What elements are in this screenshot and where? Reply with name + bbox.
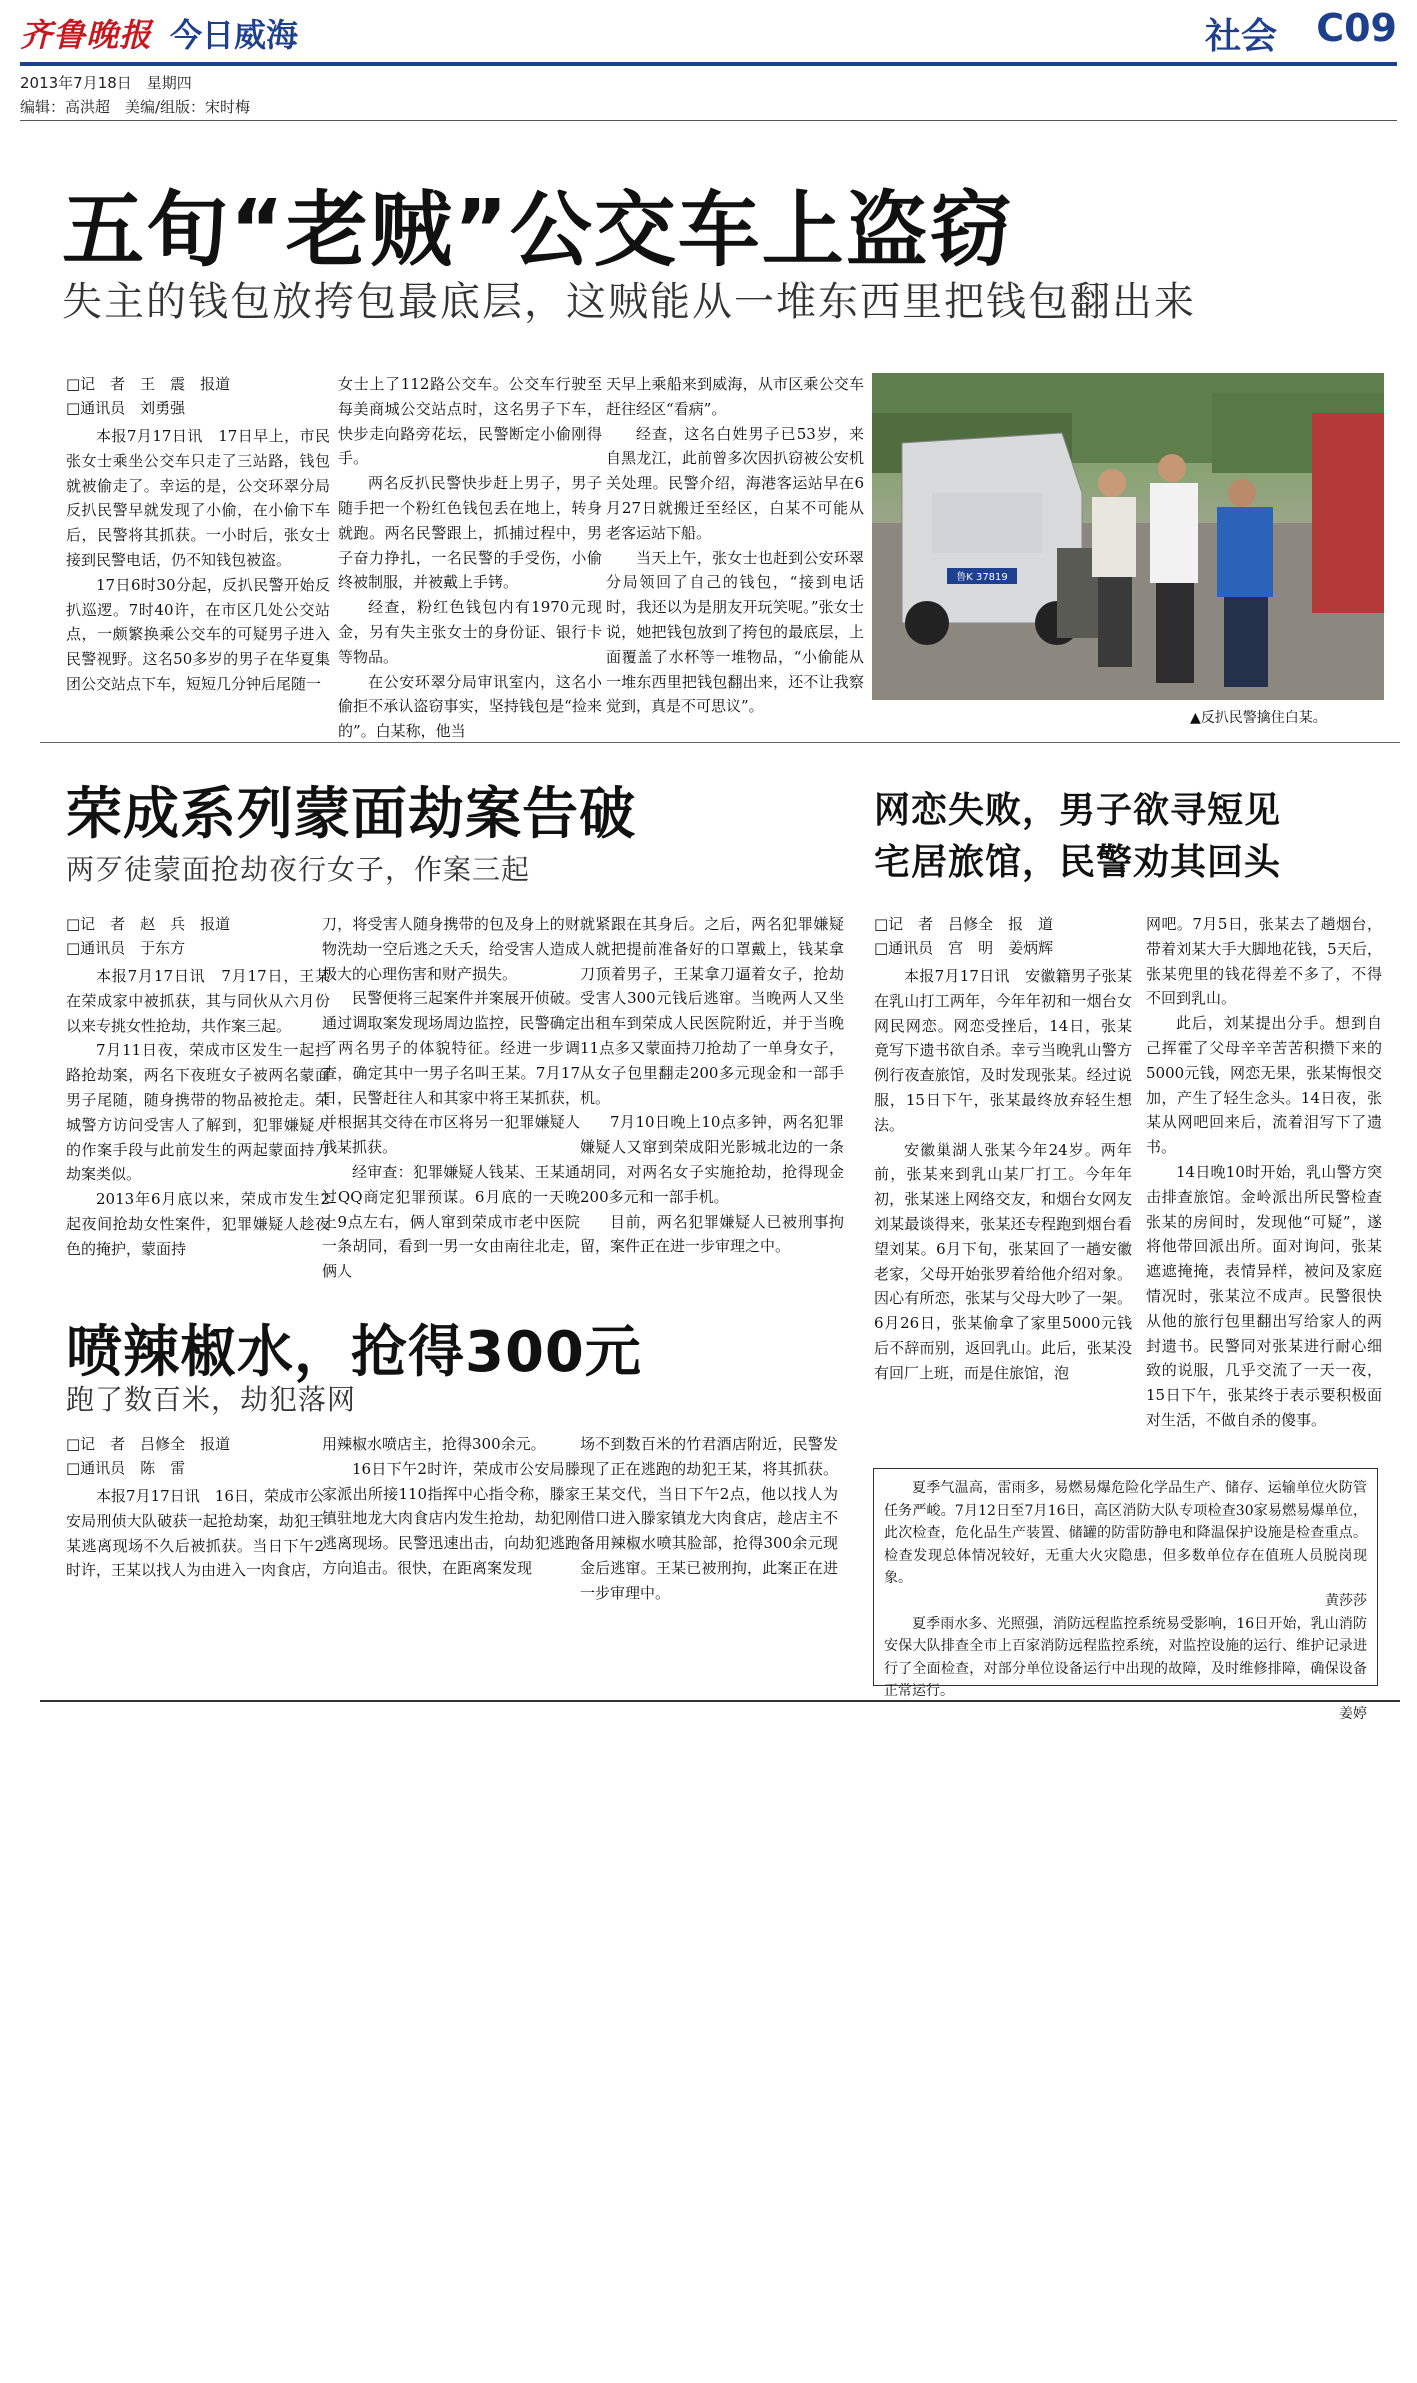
story1-column-1 [66,424,330,714]
section-name: 社会 [1204,16,1277,57]
paragraph: 经查，粉红色钱包内有1970元现金，另有失主张女士的身份证、银行卡等物品。 [338,598,602,666]
story2-headline: 荣成系列蒙面劫案告破 [66,782,636,847]
page-number: C09 [1316,6,1397,50]
story4-headline: 喷辣椒水，抢得300元 [66,1320,642,1385]
paragraph: 天早上乘船来到威海，从市区乘公交车赶往经区“看病”。 [606,375,864,418]
story1-column-2 [338,372,602,741]
paragraph: 7月11日夜，荣成市区发生一起拦路抢劫案，两名下夜班女子被两名蒙面男子尾随，随身携带的物品被抢走。荣城警方访问受害人了解到，犯罪嫌疑人的作案手段与此前发生的两起蒙面持刀劫案类似。 [66,1041,330,1184]
story4-column-1 [66,1484,324,1694]
story4-byline [66,1432,230,1480]
story1-column-3 [606,372,864,714]
byline-reporter: □记 者 吕修全 报 道 [874,915,1054,933]
story3-byline [874,912,1053,960]
story4-column-2 [322,1432,580,1694]
brief-signature: 姜婷 [1339,1705,1367,1722]
paragraph: 经审查：犯罪嫌疑人钱某、王某通过QQ商定犯罪预谋。6月底的一天晚上9点左右，俩人窜到荣成市老中医院一条胡同，看到一男一女由南往北走，俩人 [322,1162,580,1281]
paragraph: 两名反扒民警快步赶上男子，男子随手把一个粉红色钱包丢在地上，转身就跑。两名民警跟上，抓捕过程中，男子奋力挣扎，一名民警的手受伤，小偷终被制服，并被戴上手铐。 [338,474,602,592]
story3-column-2 [1146,912,1382,1454]
paragraph: 在公安环翠分局审讯室内，这名小偷拒不承认盗窃事实，坚持钱包是“捡来的”。白某称，他当 [338,672,602,741]
license-plate: 鲁K 37819 [956,572,1008,583]
paragraph: 2013年6月底以来，荣成市发生2起夜间抢劫女性案件，犯罪嫌疑人趁夜色的掩护，蒙面持 [66,1190,330,1258]
story2-column-3 [580,912,844,1304]
brief-signature: 黄莎莎 [1325,1592,1367,1609]
paragraph: 网吧。7月5日，张某去了趟烟台，带着刘某大手大脚地花钱，5天后，张某兜里的钱花得差不多了，不得不回到乳山。 [1146,915,1382,1008]
byline-correspondent: □通讯员 陈 雷 [66,1459,186,1477]
story2-column-2 [322,912,580,1304]
paragraph: 民警便将三起案件并案展开侦破。通过调取案发现场周边监控，民警确定了两名男子的体貌特征。经进一步调查，确定其中一男子名叫王某。7月17日，民警赶往人和其家中将王某抓获，并根据其交待在市区将另一犯罪嫌疑人钱某抓获。 [322,989,580,1157]
story4-subhead: 跑了数百米，劫犯落网 [66,1383,357,1416]
paragraph: 用辣椒水喷店主，抢得300余元。 [322,1435,546,1453]
brief-paragraph: 夏季气温高，雷雨多，易燃易爆危险化学品生产、储存、运输单位火防管任务严峻。7月12日至7月16日，高区消防大队专项检查30家易燃易爆单位，此次检查，危化品生产装置、储罐的防雷防静电和降温保护设施是检查重点。检查发现总体情况较好，无重大火灾隐患，但多数单位存在值班人员脱岗现象。 [884,1480,1367,1587]
paragraph: 本报7月17日讯 安徽籍男子张某在乳山打工两年，今年年初和一烟台女网民网恋。网恋受挫后，14日，张某竟写下遗书欲自杀。幸亏当晚乳山警方例行夜查旅馆，及时发现张某。经过说服，15日下午，张某最终放弃轻生想法。 [874,967,1132,1134]
paragraph: 17日6时30分起，反扒民警开始反扒巡逻。7时40许，在市区几处公交站点，一颇繁换乘公交车的可疑男子进入民警视野。这名50多岁的男子在华夏集团公交站点下车，短短几分钟后尾随一 [66,575,330,693]
paragraph: 本报7月17日讯 7月17日，王某在荣成家中被抓获，其与同伙从六月份以来专挑女性抢劫，共作案三起。 [66,967,330,1035]
photo-illustration [872,373,1384,700]
byline-reporter: □记 者 王 震 报道 [66,375,231,393]
byline-correspondent: □通讯员 宫 明 姜炳辉 [874,939,1054,957]
editor-credits: 编辑：高洪超 美编/组版：宋时梅 [20,98,251,116]
story2-subhead: 两歹徒蒙面抢劫夜行女子，作案三起 [66,853,531,886]
paragraph: 经查，这名白姓男子已53岁，来自黑龙江，此前曾多次因扒窃被公安机关处理。民警介绍，海港客运站早在6月27日就搬迁至经区，白某不可能从老客运站下船。 [606,424,864,542]
story1-headline: 五旬“老贼”公交车上盗窃 [62,183,1014,278]
paragraph: 当天上午，张女士也赶到公安环翠分局领回了自己的钱包，“接到电话时，我还以为是朋友开玩笑呢。”张女士说，她把钱包放到了挎包的最底层，上面覆盖了水杯等一堆物品，“小偷能从一堆东西里把钱包翻出来，还不让我察觉到，真是不可思议”。 [606,548,864,716]
paragraph: 14日晚10时开始，乳山警方突击排查旅馆。金岭派出所民警检查张某的房间时，发现他“可疑”，遂将他带回派出所。面对询问，张某遮遮掩掩，表情异样，被问及家庭情况时，张某泣不成声。民警很快从他的旅行包里翻出写给家人的两封遗书。民警同对张某进行耐心细致的说服，几乎交流了一天一夜，15日下午，张某终于表示要积极面对生活，不做自杀的傻事。 [1146,1162,1382,1429]
story4-column-3 [580,1432,838,1694]
meta-rule [20,120,1397,121]
bottom-rule [40,1700,1400,1702]
news-photo [872,373,1384,700]
paragraph: 16日下午2时许，荣成市公安局滕家派出所接110指挥中心指令称，滕家镇驻地龙大肉食店内发生抢劫，劫犯刚逃离现场。民警迅速出击，向劫犯逃跑方向追击。很快，在距离案发现 [322,1459,580,1577]
paragraph: 此后，刘某提出分手。想到自己挥霍了父母辛辛苦苦积攒下来的5000元钱，网恋无果，张某悔恨交加，产生了轻生念头。14日夜，张某从网吧回来后，流着泪写下了遗书。 [1146,1014,1382,1157]
story2-column-1 [66,964,330,1304]
story3-headline-line2: 宅居旅馆，民警劝其回头 [874,842,1282,883]
story1-byline [66,372,230,420]
paragraph: 就紧跟在其身后。之后，两名犯罪嫌疑人就把提前准备好的口罩戴上，钱某拿刀顶着男子，王某拿刀逼着女子，抢劫受害人300元钱后逃窜。当晚两人又坐出租车到荣成人民医院附近，并于当晚11点多又蒙面持刀抢劫了一单身女子，从女子包里翻走200多元现金和一部手机。 [580,915,844,1107]
masthead-rule [20,62,1397,66]
paragraph: 7月10日晚上10点多钟，两名犯罪嫌疑人又窜到荣成阳光影城北边的一条胡同，对两名女子实施抢劫，抢得现金200多元和一部手机。 [580,1113,844,1206]
story1-subhead: 失主的钱包放挎包最底层，这贼能从一堆东西里把钱包翻出来 [62,279,1196,325]
paper-name: 齐鲁晚报 [20,16,153,54]
paragraph: 刀，将受害人随身携带的包及身上的财物洗劫一空后逃之夭夭，给受害人造成极大的心理伤害和财产损失。 [322,915,580,983]
section-divider [40,742,1400,743]
photo-caption: ▲反扒民警擒住白某。 [1190,710,1327,726]
byline-correspondent: □通讯员 于东方 [66,939,186,957]
news-brief-box [873,1468,1378,1722]
story2-byline [66,912,230,960]
paragraph: 女士上了112路公交车。公交车行驶至每美商城公交站点时，这名男子下车，快步走向路旁花坛，民警断定小偷刚得手。 [338,375,602,468]
masthead [20,0,1397,66]
issue-date: 2013年7月18日 星期四 [20,74,192,92]
brief-paragraph: 夏季雨水多、光照强，消防远程监控系统易受影响，16日开始，乳山消防安保大队排查全市上百家消防远程监控系统，对监控设施的运行、维护记录进行了全面检查，对部分单位设备运行中出现的故障，及时维修排障，确保设备正常运行。 [884,1615,1367,1700]
paragraph: 本报7月17日讯 17日早上，市民张女士乘坐公交车只走了三站路，钱包就被偷走了。幸运的是，公交环翠分局反扒民警早就发现了小偷，在小偷下车后，民警将其抓获。一小时后，张女士接到民警电话，仍不知钱包被盗。 [66,427,330,569]
byline-reporter: □记 者 吕修全 报道 [66,1435,231,1453]
edition-name: 今日威海 [170,16,299,54]
paragraph: 本报7月17日讯 16日，荣成市公安局刑侦大队破获一起抢劫案，劫犯王某逃离现场不久后被抓获。当日下午2时许，王某以找人为由进入一肉食店， [66,1487,324,1580]
story3-column-1 [874,964,1132,1454]
byline-reporter: □记 者 赵 兵 报道 [66,915,231,933]
byline-correspondent: □通讯员 刘勇强 [66,399,186,417]
paragraph: 安徽巢湖人张某今年24岁。两年前，张某来到乳山某厂打工。今年年初，张某迷上网络交友，和烟台女网友刘某最谈得来，张某还专程跑到烟台看望刘某。6月下旬，张某回了一趟安徽老家，父母开始张罗着给他介绍对象。因心有所恋，张某与父母大吵了一架。6月26日，张某偷拿了家里5000元钱后不辞而别，返回乳山。此后，张某没有回厂上班，而是住旅馆，泡 [874,1140,1132,1382]
paragraph: 场不到数百米的竹君酒店附近，民警发现了正在逃跑的劫犯王某，将其抓获。王某交代，当日下午2点，他以找人为借口进入滕家镇龙大肉食店，趁店主不备用辣椒水喷其脸部，抢得300余元现金后逃窜。王某已被刑拘，此案正在进一步审理中。 [580,1435,838,1602]
paragraph: 目前，两名犯罪嫌疑人已被刑事拘留，案件正在进一步审理之中。 [580,1212,844,1256]
story3-headline-line1: 网恋失败，男子欲寻短见 [874,790,1282,831]
